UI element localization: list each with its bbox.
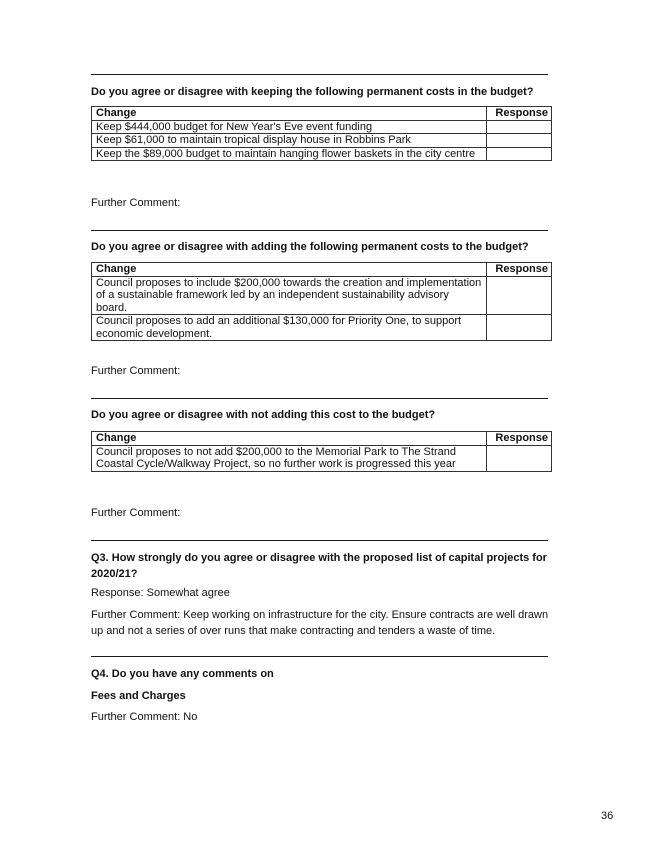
table-header-row <box>92 107 552 121</box>
section-question-heading: Do you agree or disagree with not adding this cost to the budget? <box>91 409 436 421</box>
divider-line <box>91 230 548 231</box>
table-row <box>92 276 552 315</box>
change-column-header: Change <box>92 107 487 121</box>
page-number: 36 <box>601 810 614 822</box>
q3-further-comment: Further Comment: Keep working on infrastructure for the city. Ensure contracts are well drawn up and not a series of over runs that make contracting and tenders a waste of time. <box>91 609 549 637</box>
response-cell <box>487 120 552 134</box>
divider-line <box>91 74 548 75</box>
table-header-row <box>92 263 552 277</box>
response-cell <box>487 445 552 471</box>
response-column-header: Response <box>487 432 552 446</box>
q4-subheading: Fees and Charges <box>91 690 186 702</box>
table-header-row <box>92 432 552 446</box>
further-comment-label: Further Comment: <box>91 365 181 377</box>
response-cell <box>487 147 552 161</box>
section-question-heading: Do you agree or disagree with adding the following permanent costs to the budget? <box>91 241 529 253</box>
table-row <box>92 445 552 471</box>
further-comment-label: Further Comment: <box>91 197 181 209</box>
response-column-header: Response <box>487 107 552 121</box>
section-question-heading: Do you agree or disagree with keeping the following permanent costs in the budget? <box>91 86 534 98</box>
table-row <box>92 315 552 341</box>
response-cell <box>487 134 552 148</box>
table-row <box>92 134 552 148</box>
costs-table <box>91 262 552 341</box>
further-comment-label: Further Comment: <box>91 507 181 519</box>
table-row <box>92 120 552 134</box>
divider-line <box>91 398 548 399</box>
q4-further-comment: Further Comment: No <box>91 711 198 723</box>
change-cell: Council proposes to not add $200,000 to the Memorial Park to The Strand Coastal Cycle/Walkway Project, so no further work is progressed this year <box>92 445 487 471</box>
q3-response: Response: Somewhat agree <box>91 587 230 599</box>
response-column-header: Response <box>487 263 552 277</box>
divider-line <box>91 656 548 657</box>
change-column-header: Change <box>92 432 487 446</box>
q4-heading: Q4. Do you have any comments on <box>91 668 274 680</box>
q3-heading: Q3. How strongly do you agree or disagree with the proposed list of capital projects for 2020/21? <box>91 552 547 580</box>
change-cell: Council proposes to add an additional $130,000 for Priority One, to support economic development. <box>92 315 487 341</box>
divider-line <box>91 540 548 541</box>
change-cell: Council proposes to include $200,000 towards the creation and implementation of a sustainable framework led by an independent sustainability advisory board. <box>92 276 487 315</box>
change-cell: Keep $61,000 to maintain tropical display house in Robbins Park <box>92 134 487 148</box>
costs-table <box>91 106 552 161</box>
costs-table <box>91 431 552 472</box>
table-row <box>92 147 552 161</box>
change-cell: Keep the $89,000 budget to maintain hanging flower baskets in the city centre <box>92 147 487 161</box>
change-cell: Keep $444,000 budget for New Year's Eve event funding <box>92 120 487 134</box>
change-column-header: Change <box>92 263 487 277</box>
response-cell <box>487 315 552 341</box>
response-cell <box>487 276 552 315</box>
